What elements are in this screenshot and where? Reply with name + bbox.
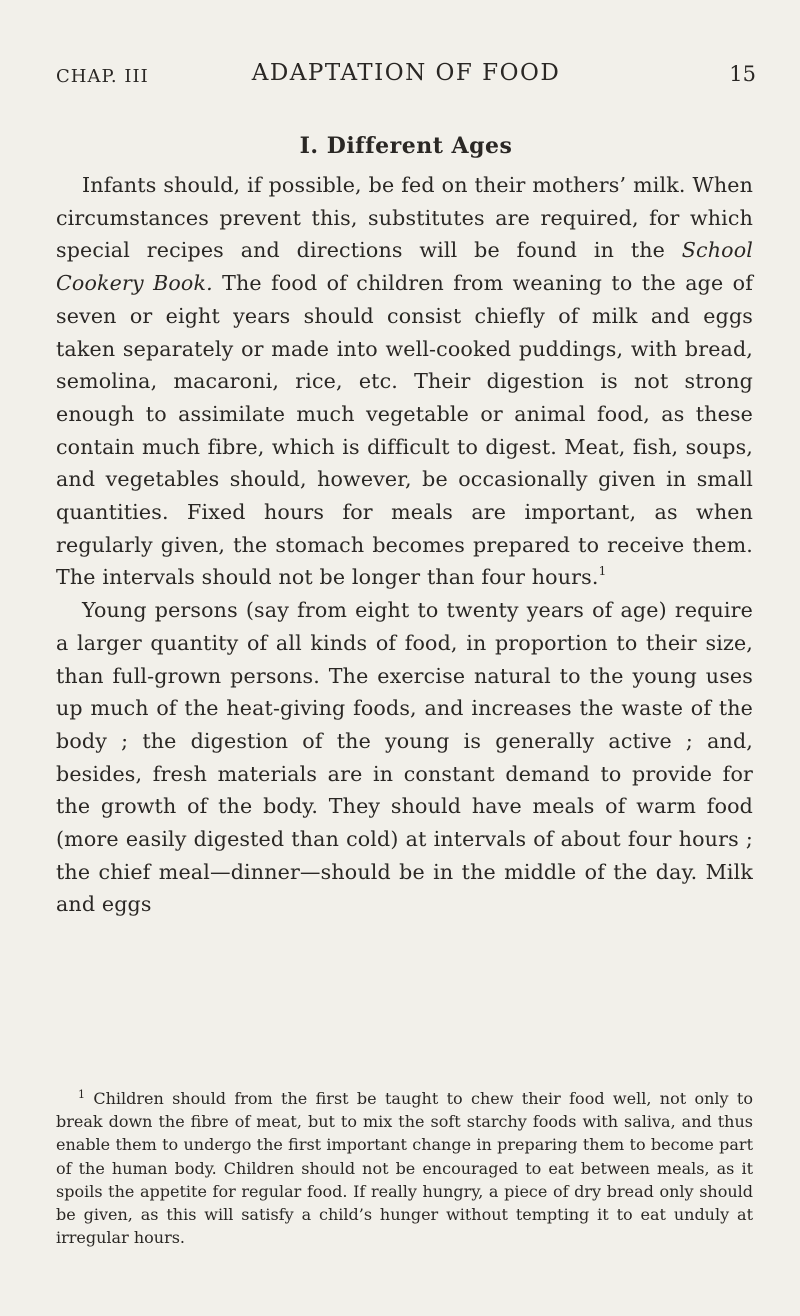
paragraph-young-persons: Young persons (say from eight to twenty years of age) require a larger quantity of all kinds of food, in proportion to their size, than full-grown persons. The exercise natural to the young uses up much of the heat-giving foods, and increases the waste of the body ; the digestion of the young is generally active ; and, besides, fresh materials are in constant demand to provide for the growth of the body. They should have meals of warm food (more easily digested than cold) at intervals of about four hours ; the chief meal—dinner—should be in the middle of the day. Milk and eggs xyxy=(56,598,753,917)
running-head xyxy=(56,60,756,90)
page-number: 15 xyxy=(729,62,756,86)
section-heading: I. Different Ages xyxy=(299,133,513,159)
footnote-reference: 1 xyxy=(598,564,607,579)
paragraph-infants-text-b: The food of children from weaning to the age of seven or eight years should consist chiefly of milk and eggs taken separately or made into well-cooked puddings, with bread, semolina, macaroni, rice, etc. Their digestion is not strong enough to assimilate much vegetable or animal food, as these contain much fibre, which is difficult to digest. Meat, fish, soups, and vegetables should, however, be occasionally given in small quantities. Fixed hours for meals are important, as when regularly given, the stomach becomes prepared to receive them. The intervals should not be longer than four hours. xyxy=(56,271,753,590)
chapter-label: CHAP. III xyxy=(56,66,149,87)
running-head-title: ADAPTATION OF FOOD xyxy=(251,60,561,86)
book-title-reference: School Cookery Book. xyxy=(56,238,753,296)
footnote-text: Children should from the first be taught to chew their food well, not only to break down the fibre of meat, but to mix the soft starchy foods with saliva, and thus enable them to undergo the first important change in preparing them to become part of the human body. Children should not be encouraged to eat between meals, as it spoils the appetite for regular food. If really hungry, a piece of dry bread only should be given, as this will satisfy a child’s hunger without tempting it to eat unduly at irregular hours. xyxy=(56,1089,753,1248)
paragraph-infants-text-a: Infants should, if possible, be fed on their mothers’ milk. When circumstances prevent this, substitutes are required, for which special recipes and directions will be found in the xyxy=(56,173,753,263)
body-text xyxy=(56,169,753,921)
paragraph-infants xyxy=(56,169,753,594)
footnote-mark: 1 xyxy=(78,1088,85,1101)
footnote xyxy=(56,1087,753,1249)
